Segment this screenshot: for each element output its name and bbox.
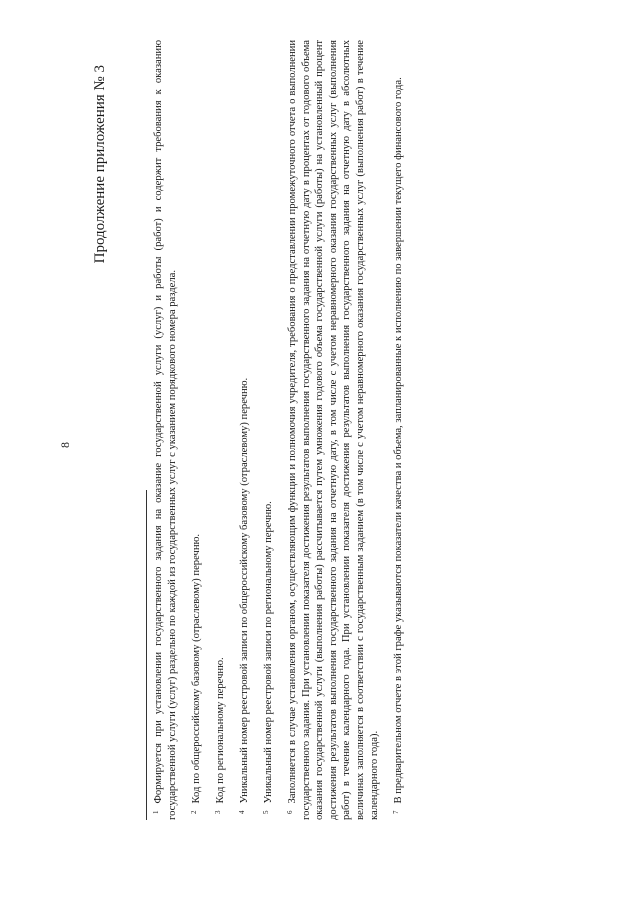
footnote <box>260 40 276 820</box>
footnote <box>236 40 252 820</box>
footnote <box>212 40 228 820</box>
footnote-text: Уникальный номер реестровой записи по общероссийскому базовому (отраслевому) перечню. <box>238 377 250 804</box>
footnote-text: Код по региональному перечню. <box>214 657 226 804</box>
footnote-text: Уникальный номер реестровой записи по региональному перечню. <box>262 501 274 804</box>
footnote-text: Формируется при установлении государственного задания на оказание государственной услуги (услуг) и работы (работ) и содержит требования к оказанию государственной услуги (услуг) раздельно по каждой из государственных услуг с указанием порядкового номера раздела. <box>153 40 178 820</box>
footnote-mark: 4 <box>237 810 246 814</box>
footnote <box>188 40 204 820</box>
footnote-mark: 3 <box>213 810 222 814</box>
footnote <box>150 40 179 820</box>
footnote-mark: 2 <box>189 810 198 814</box>
footnote-mark: 5 <box>261 810 270 814</box>
footnote <box>390 40 406 820</box>
footnote-text: В предварительном отчете в этой графе указываются показатели качества и объема, запланированные к исполнению по завершении текущего финансового года. <box>392 77 404 804</box>
footnote-mark: 6 <box>286 810 295 814</box>
footnote-mark: 7 <box>391 810 400 814</box>
footnote-mark: 1 <box>152 810 160 814</box>
footnotes <box>150 40 414 820</box>
appendix-title: Продолжение приложения № 3 <box>92 65 108 264</box>
page-number: 8 <box>58 442 72 448</box>
footnote <box>284 40 381 820</box>
footnote-text: Заполняется в случае установления органом, осуществляющим функции и полномочия учредителя, требования о представлении промежуточного отчета о выполнении государственного задания. При установлении показателя достижения результатов выполнения государственного задания на отчетную дату в процентах от годового объема оказания государственной услуги (выполнения работы) рассчитывается путем умножения годового объема государственной услуги (работы) на установленный процент достижения результатов выполнения государственного задания на отчетную дату, в том числе с учетом неравномерного оказания государственных услуг (выполнения работ) в течение календарного года. При установлении показателя достижения результатов выполнения государственного задания на отчетную дату в абсолютных величинах заполняется в соответствии с государственным заданием (в том числе с учетом неравномерного оказания государственных услуг (выполнения работ) в течение календарного года). <box>287 40 380 820</box>
footnote-separator <box>146 490 147 820</box>
footnote-text: Код по общероссийскому базовому (отраслевому) перечню. <box>190 533 202 804</box>
